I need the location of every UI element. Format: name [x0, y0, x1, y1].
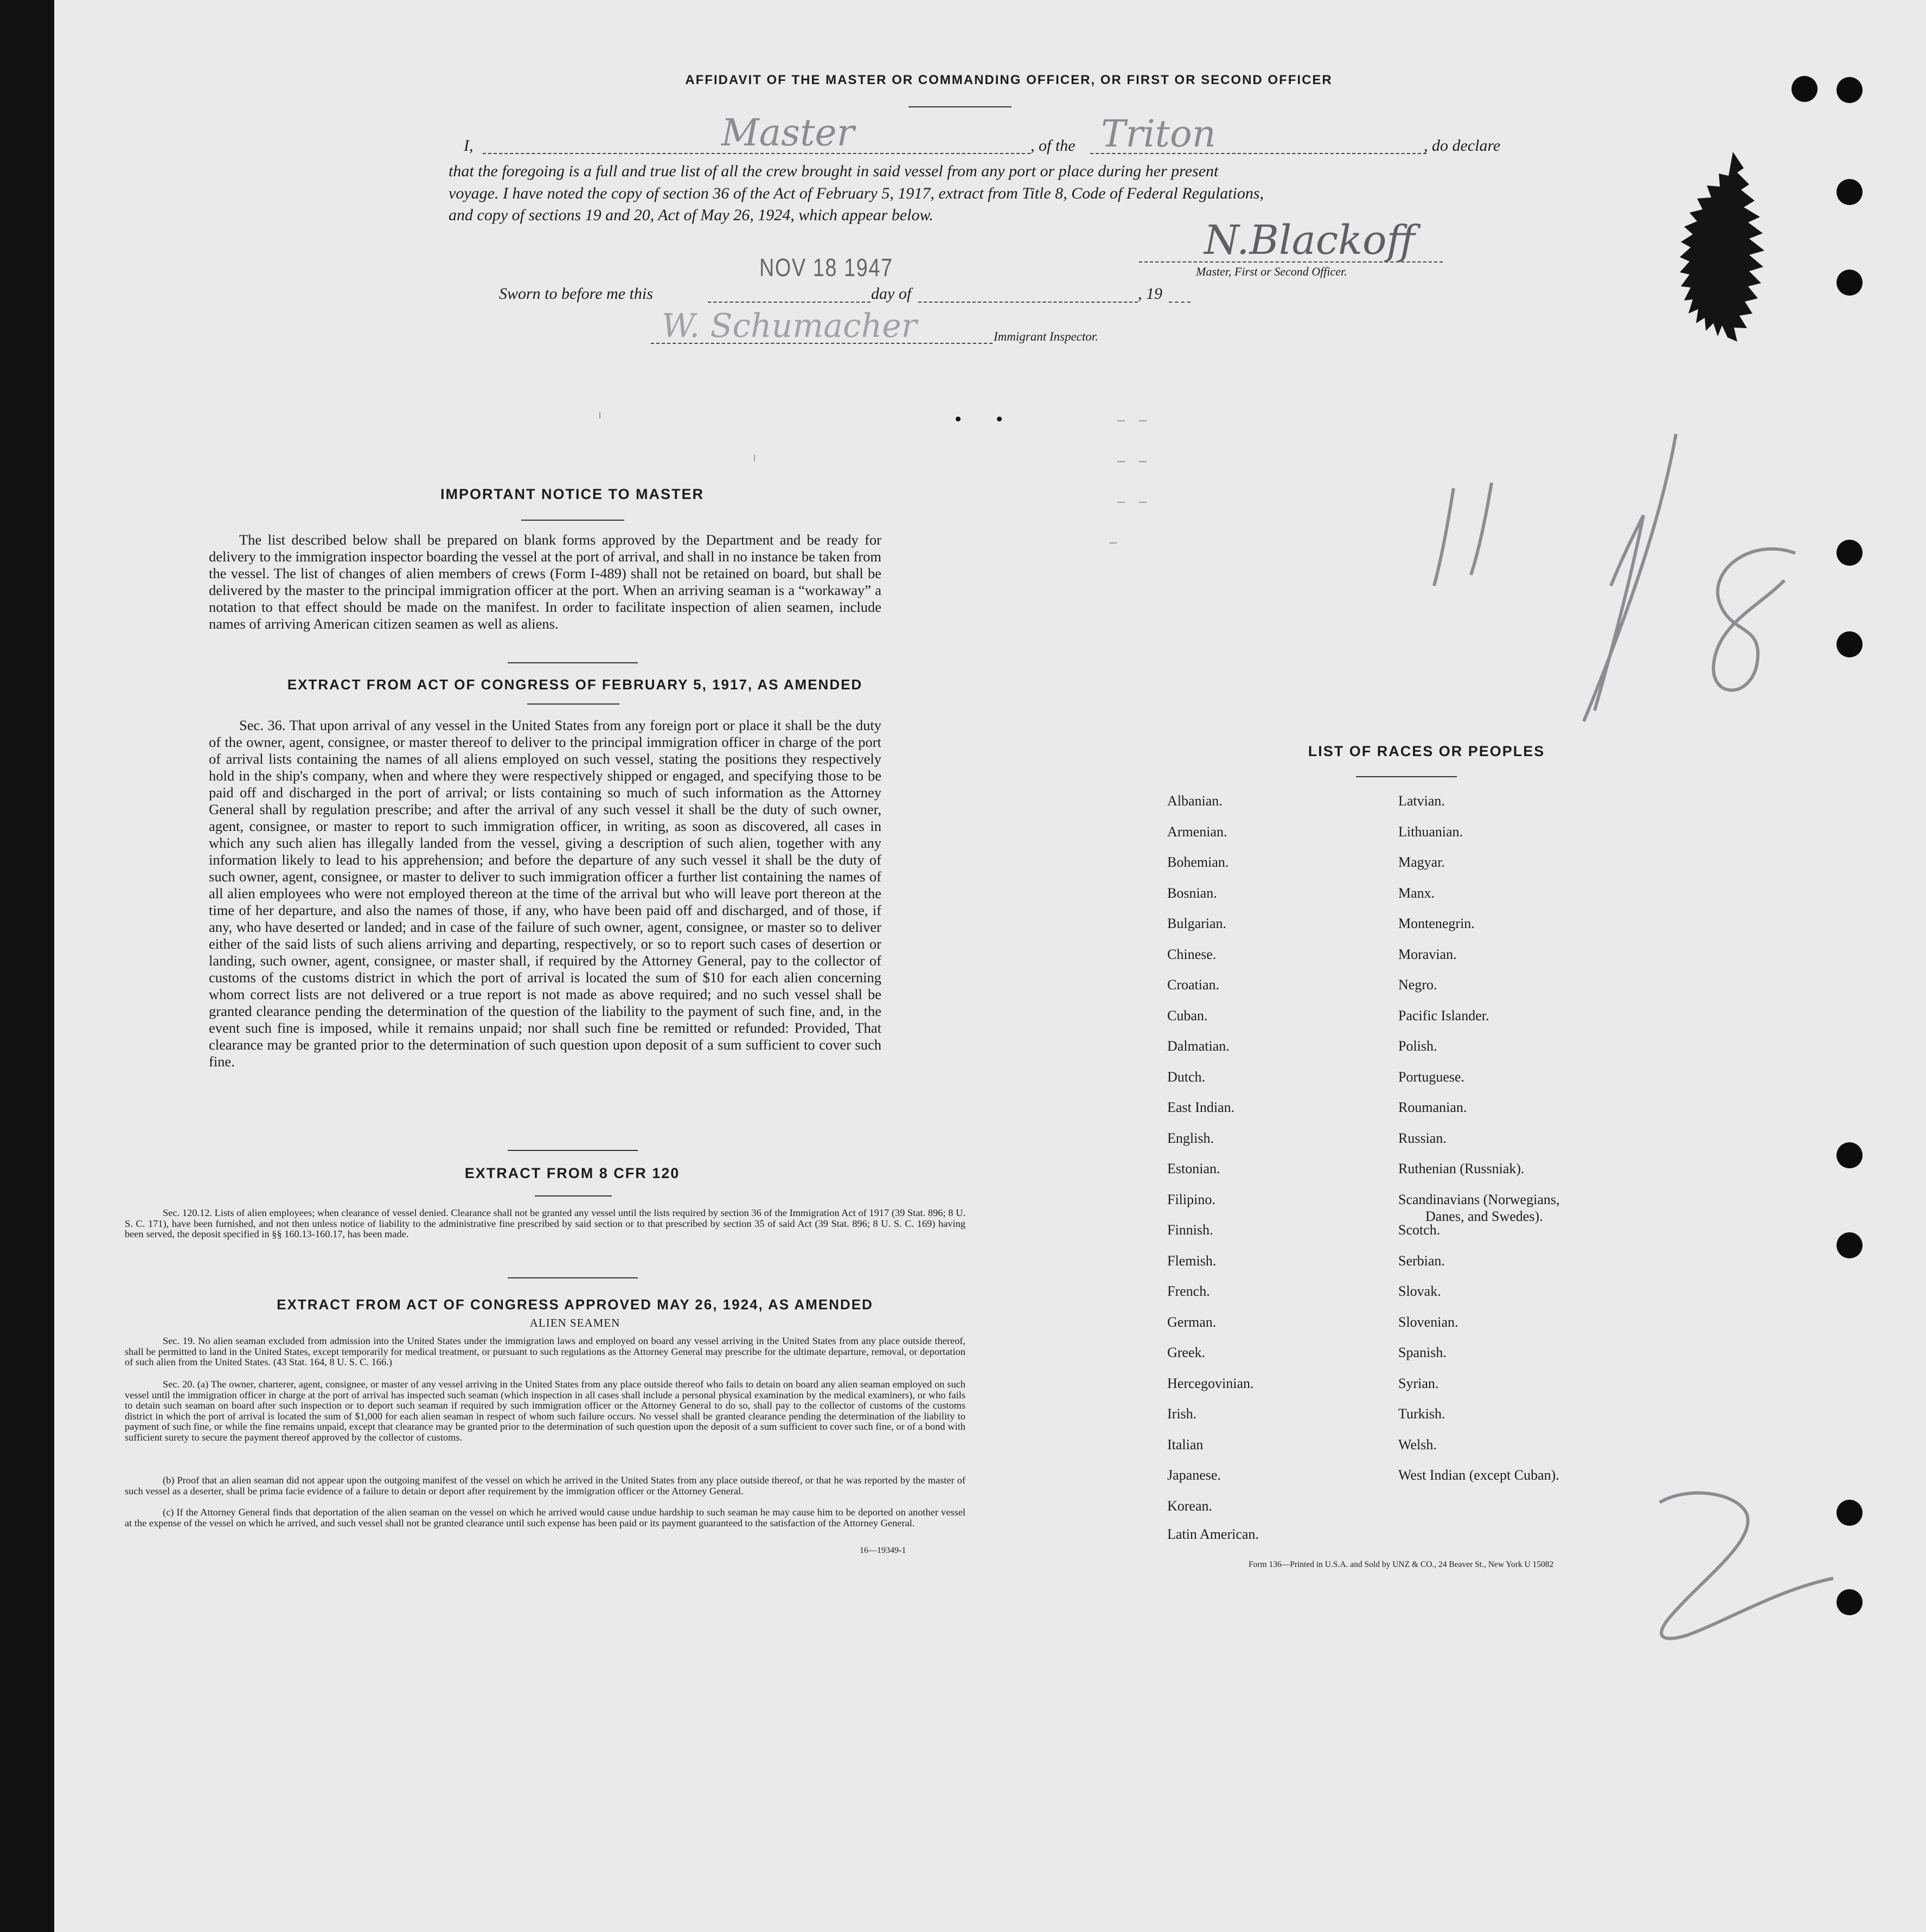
- faint-mark: [1109, 542, 1117, 543]
- sworn-year-field: [1169, 302, 1191, 303]
- race-item: Ruthenian (Russniak).: [1398, 1161, 1525, 1176]
- affidavit-line1-prefix: I,: [464, 137, 473, 155]
- race-item: Pacific Islander.: [1398, 1007, 1489, 1023]
- affidavit-handwritten-vessel: Triton: [1101, 113, 1216, 156]
- affidavit-line3: voyage. I have noted the copy of section 36 of the Act of February 5, 1917, extract from Title 8, Code of Federal Regulations,: [449, 184, 1264, 202]
- master-signature-caption: Master, First or Second Officer.: [1196, 265, 1347, 278]
- punch-hole-icon: [1791, 76, 1818, 102]
- notice-text: The list described below shall be prepared on blank forms approved by the Department and be ready for delivery to the immigration inspector boarding the vessel at the port of arrival, and shall in no instance be taken from the vessel. The list of changes of alien members of crews (Form I-489) shall not be retained on board, but shall be delivered by the master to the principal immigration officer at the port. When an arriving seaman is a “workaway” a notation to that effect should be made on the manifest. In order to facilitate inspection of alien seamen, include names of arriving American citizen seamen as well as aliens.: [209, 532, 881, 632]
- race-item: Hercegovinian.: [1167, 1375, 1254, 1391]
- affidavit-line1-mid: , of the: [1031, 137, 1076, 155]
- inspector-caption: Immigrant Inspector.: [994, 330, 1098, 343]
- form-number: 16—19349-1: [860, 1546, 906, 1555]
- extract-1924-heading: EXTRACT FROM ACT OF CONGRESS APPROVED MAY 26, 1924, AS AMENDED: [277, 1296, 873, 1313]
- race-item: Manx.: [1398, 885, 1435, 901]
- race-item: Irish.: [1167, 1406, 1197, 1422]
- race-item: Filipino.: [1167, 1191, 1215, 1207]
- sworn-prefix: Sworn to before me this: [499, 285, 653, 303]
- sworn-year-label: , 19: [1138, 285, 1162, 303]
- speck: [956, 417, 961, 421]
- affidavit-line1-suffix: , do declare: [1424, 137, 1501, 155]
- race-item: Greek.: [1167, 1345, 1206, 1360]
- race-item: German.: [1167, 1314, 1217, 1330]
- race-item: Moravian.: [1398, 946, 1457, 962]
- race-item: French.: [1167, 1283, 1210, 1299]
- race-item: Lithuanian.: [1398, 823, 1463, 840]
- race-item: English.: [1167, 1130, 1214, 1146]
- inspector-signature: W. Schumacher: [662, 307, 917, 345]
- handwritten-date-mark: [1405, 428, 1817, 732]
- notice-heading: IMPORTANT NOTICE TO MASTER: [440, 486, 704, 502]
- race-item: Italian: [1167, 1436, 1204, 1453]
- race-item: Serbian.: [1398, 1252, 1445, 1269]
- punch-hole-icon: [1837, 179, 1863, 205]
- faint-mark: [1117, 420, 1125, 421]
- race-item: Montenegrin.: [1398, 916, 1475, 931]
- extract-1924-sec20c: (c) If the Attorney General finds that deportation of the alien seaman on the vessel on which he arrived would cause undue hardship to such seaman he may cause him to be deported on another vessel at the expense of the vessel on which he arrived, and such vessel shall not be granted clearance until such expense has been paid or its payment guaranteed to the satisfaction of the Attorney General.: [125, 1507, 965, 1528]
- race-item: Welsh.: [1398, 1436, 1437, 1453]
- race-item: Latvian.: [1398, 793, 1445, 809]
- race-item: Scotch.: [1398, 1222, 1441, 1238]
- race-item: Slovenian.: [1398, 1314, 1458, 1330]
- race-item: Armenian.: [1167, 823, 1227, 840]
- race-item: Bulgarian.: [1167, 916, 1227, 931]
- race-item: Danes, and Swedes).: [1425, 1208, 1543, 1224]
- speck: [997, 417, 1002, 421]
- race-item: Croatian.: [1167, 977, 1220, 993]
- race-item: Flemish.: [1167, 1252, 1217, 1269]
- faint-mark: [754, 455, 755, 461]
- punch-hole-icon: [1837, 540, 1863, 566]
- sworn-day-label: day of: [871, 285, 912, 303]
- notice-heading-rule: [521, 520, 624, 521]
- faint-mark: [1139, 420, 1147, 421]
- race-item: Latin American.: [1167, 1526, 1259, 1542]
- master-signature: N.Blackoff: [1204, 217, 1415, 264]
- race-item: Syrian.: [1398, 1375, 1439, 1391]
- race-item: Magyar.: [1398, 854, 1445, 870]
- affidavit-handwritten-name: Master: [721, 112, 855, 155]
- race-item: East Indian.: [1167, 1099, 1235, 1115]
- race-item: Finnish.: [1167, 1222, 1213, 1238]
- notary-seal-icon: [1668, 146, 1809, 347]
- extract-8cfr-end-rule: [508, 1277, 638, 1278]
- sworn-month-field: [918, 302, 1138, 303]
- race-item: Albanian.: [1167, 793, 1223, 809]
- affidavit-line2: that the foregoing is a full and true list of all the crew brought in said vessel from any port or place during her present: [449, 162, 1219, 180]
- race-item: Russian.: [1398, 1130, 1447, 1146]
- punch-hole-icon: [1837, 1232, 1863, 1258]
- race-item: Cuban.: [1167, 1007, 1208, 1023]
- extract-1917-heading-rule: [527, 703, 619, 705]
- punch-hole-icon: [1837, 631, 1863, 657]
- punch-hole-icon: [1837, 77, 1863, 103]
- handwritten-page-number-text: 2: [1638, 1475, 1639, 1476]
- race-item: Turkish.: [1398, 1406, 1445, 1422]
- affidavit-line4: and copy of sections 19 and 20, Act of May 26, 1924, which appear below.: [449, 206, 933, 224]
- handwritten-page-number: [1638, 1475, 1866, 1649]
- races-heading-rule: [1356, 776, 1457, 777]
- extract-8cfr-heading-rule: [535, 1195, 612, 1197]
- extract-1917-end-rule: [508, 1150, 638, 1151]
- race-item: Roumanian.: [1398, 1099, 1467, 1115]
- race-item: Bosnian.: [1167, 885, 1217, 901]
- races-heading: LIST OF RACES OR PEOPLES: [1308, 743, 1545, 759]
- race-item: Negro.: [1398, 977, 1437, 993]
- affidavit-heading: AFFIDAVIT OF THE MASTER OR COMMANDING OFFICER, OR FIRST OR SECOND OFFICER: [685, 73, 1333, 87]
- extract-1917-text: Sec. 36. That upon arrival of any vessel in the United States from any foreign port or place it shall be the duty of the owner, agent, consignee, or master thereof to deliver to the principal immigration officer in charge of the port of arrival lists containing the names of all aliens employed on such vessel, stating the positions they respectively hold in the ship's company, when and where they were respectively shipped or engaged, and specifying those to be paid off and discharged in the port of arrival; or lists containing so much of such information as the Attorney General shall by regulation prescribe; and after the arrival of any such vessel it shall be the duty of such owner, agent, consignee, or master to report to such immigration officer, in writing, as soon as discovered, all cases in which any such alien has illegally landed from the vessel, giving a description of such alien, together with any information likely to lead to his apprehension; and before the departure of any such vessel it shall be the duty of such owner, agent, consignee, or master to deliver to such immigration officer a further list containing the names of all alien employees who were not employed thereon at the time of the arrival but who will leave port thereon at the time of her departure, and also the names of those, if any, who have been paid off and discharged, and of those, if any, who have deserted or landed; and in case of the failure of such owner, agent, consignee, or master so to deliver either of the said lists of such aliens arriving and departing, respectively, or so to report such cases of desertion or landing, such owner, agent, consignee, or master shall, if required by the Attorney General, pay to the collector of customs of the customs district in which the port of arrival is located the sum of $10 for each alien concerning whom correct lists are not delivered or a true report is not made as above required; and no such vessel shall be granted clearance pending the determination of the question of the liability to the payment of such fine, and, in the event such fine is imposed, while it remains unpaid; nor shall such fine be remitted or refunded: Provided, That clearance may be granted prior to the determination of such question upon deposit of a sum sufficient to cover such fine.: [209, 717, 881, 1070]
- race-item: Polish.: [1398, 1038, 1437, 1054]
- race-item: Dutch.: [1167, 1069, 1206, 1085]
- faint-mark: [1139, 461, 1147, 462]
- faint-mark: [1139, 502, 1147, 503]
- extract-1924-sec19: Sec. 19. No alien seaman excluded from admission into the United States under the immigration laws and employed on board any vessel arriving in the United States from any place outside thereof, shall be permitted to land in the United States, except temporarily for medical treatment, or pursuant to such regulations as the Attorney General may prescribe for the ultimate departure, removal, or deportation of such alien from the United States. (43 Stat. 164, 8 U. S. C. 166.): [125, 1335, 965, 1368]
- race-item: Scandinavians (Norwegians,: [1398, 1191, 1560, 1207]
- document-page: [54, 0, 1926, 1932]
- race-item: West Indian (except Cuban).: [1398, 1467, 1559, 1483]
- race-item: Chinese.: [1167, 946, 1217, 962]
- extract-1917-heading: EXTRACT FROM ACT OF CONGRESS OF FEBRUARY 5, 1917, AS AMENDED: [287, 676, 863, 693]
- faint-mark: [599, 412, 600, 419]
- race-item: Slovak.: [1398, 1283, 1441, 1299]
- extract-1924-sec20a: Sec. 20. (a) The owner, charterer, agent, consignee, or master of any vessel arriving in the United States from any place outside thereof who fails to detain on board any alien seaman employed on such vessel until the immigration officer in charge at the port of arrival has inspected such seaman (which inspection in all cases shall include a personal physical examination by the medical examiners), or who fails to detain such seaman on board after such inspection or to deport such seaman if required by such immigration officer or the Attorney General to do so, shall pay to the collector of customs of the customs district in which the port of arrival is located the sum of $1,000 for each alien seaman in respect of whom such failure occurs. No vessel shall be granted clearance pending the determination of the liability to payment of such fine, or while the fine remains unpaid, except that clearance may be granted prior to the determination of such question upon the deposit of a sum sufficient to cover such fine, or of a bond with sufficient surety to secure the payment thereof approved by the collector of customs.: [125, 1379, 965, 1443]
- punch-hole-icon: [1837, 270, 1863, 296]
- race-item: Portuguese.: [1398, 1069, 1465, 1085]
- extract-1924-subheading: ALIEN SEAMEN: [529, 1316, 620, 1329]
- faint-mark: [1117, 502, 1125, 503]
- race-item: Spanish.: [1398, 1345, 1447, 1360]
- extract-1924-sec20b: (b) Proof that an alien seaman did not appear upon the outgoing manifest of the vessel on which he arrived in the United States from any place outside thereof, or that he was reported by the master of such vessel as a deserter, shall be prima facie evidence of a failure to detain or deport after requirement by the immigration officer or the Attorney General.: [125, 1475, 965, 1496]
- sworn-day-field: [708, 302, 871, 303]
- race-item: Korean.: [1167, 1498, 1213, 1514]
- printer-line: Form 136—Printed in U.S.A. and Sold by UNZ & CO., 24 Beaver St., New York U 15082: [1249, 1560, 1554, 1569]
- race-item: Estonian.: [1167, 1161, 1220, 1176]
- race-item: Bohemian.: [1167, 854, 1229, 870]
- date-stamp: NOV 18 1947: [759, 253, 893, 282]
- race-item: Dalmatian.: [1167, 1038, 1230, 1054]
- faint-mark: [1117, 461, 1125, 462]
- notice-end-rule: [508, 662, 638, 663]
- punch-hole-icon: [1837, 1142, 1863, 1168]
- race-item: Japanese.: [1167, 1467, 1221, 1483]
- affidavit-heading-rule: [908, 106, 1012, 107]
- handwritten-date-text: 11/18: [1405, 428, 1406, 429]
- extract-8cfr-heading: EXTRACT FROM 8 CFR 120: [464, 1165, 680, 1181]
- extract-8cfr-text: Sec. 120.12. Lists of alien employees; when clearance of vessel denied. Clearance shall not be granted any vessel until the lists required by section 36 of the Immigration Act of 1917 (39 Stat. 896; 8 U. S. C. 171), have been furnished, and not then unless notice of liability to the administrative fine prescribed by said section or to that prescribed by section 35 of said Act (39 Stat. 896; 8 U. S. C. 169) having been served, the deposit specified in §§ 160.13-160.17, has been made.: [125, 1207, 965, 1240]
